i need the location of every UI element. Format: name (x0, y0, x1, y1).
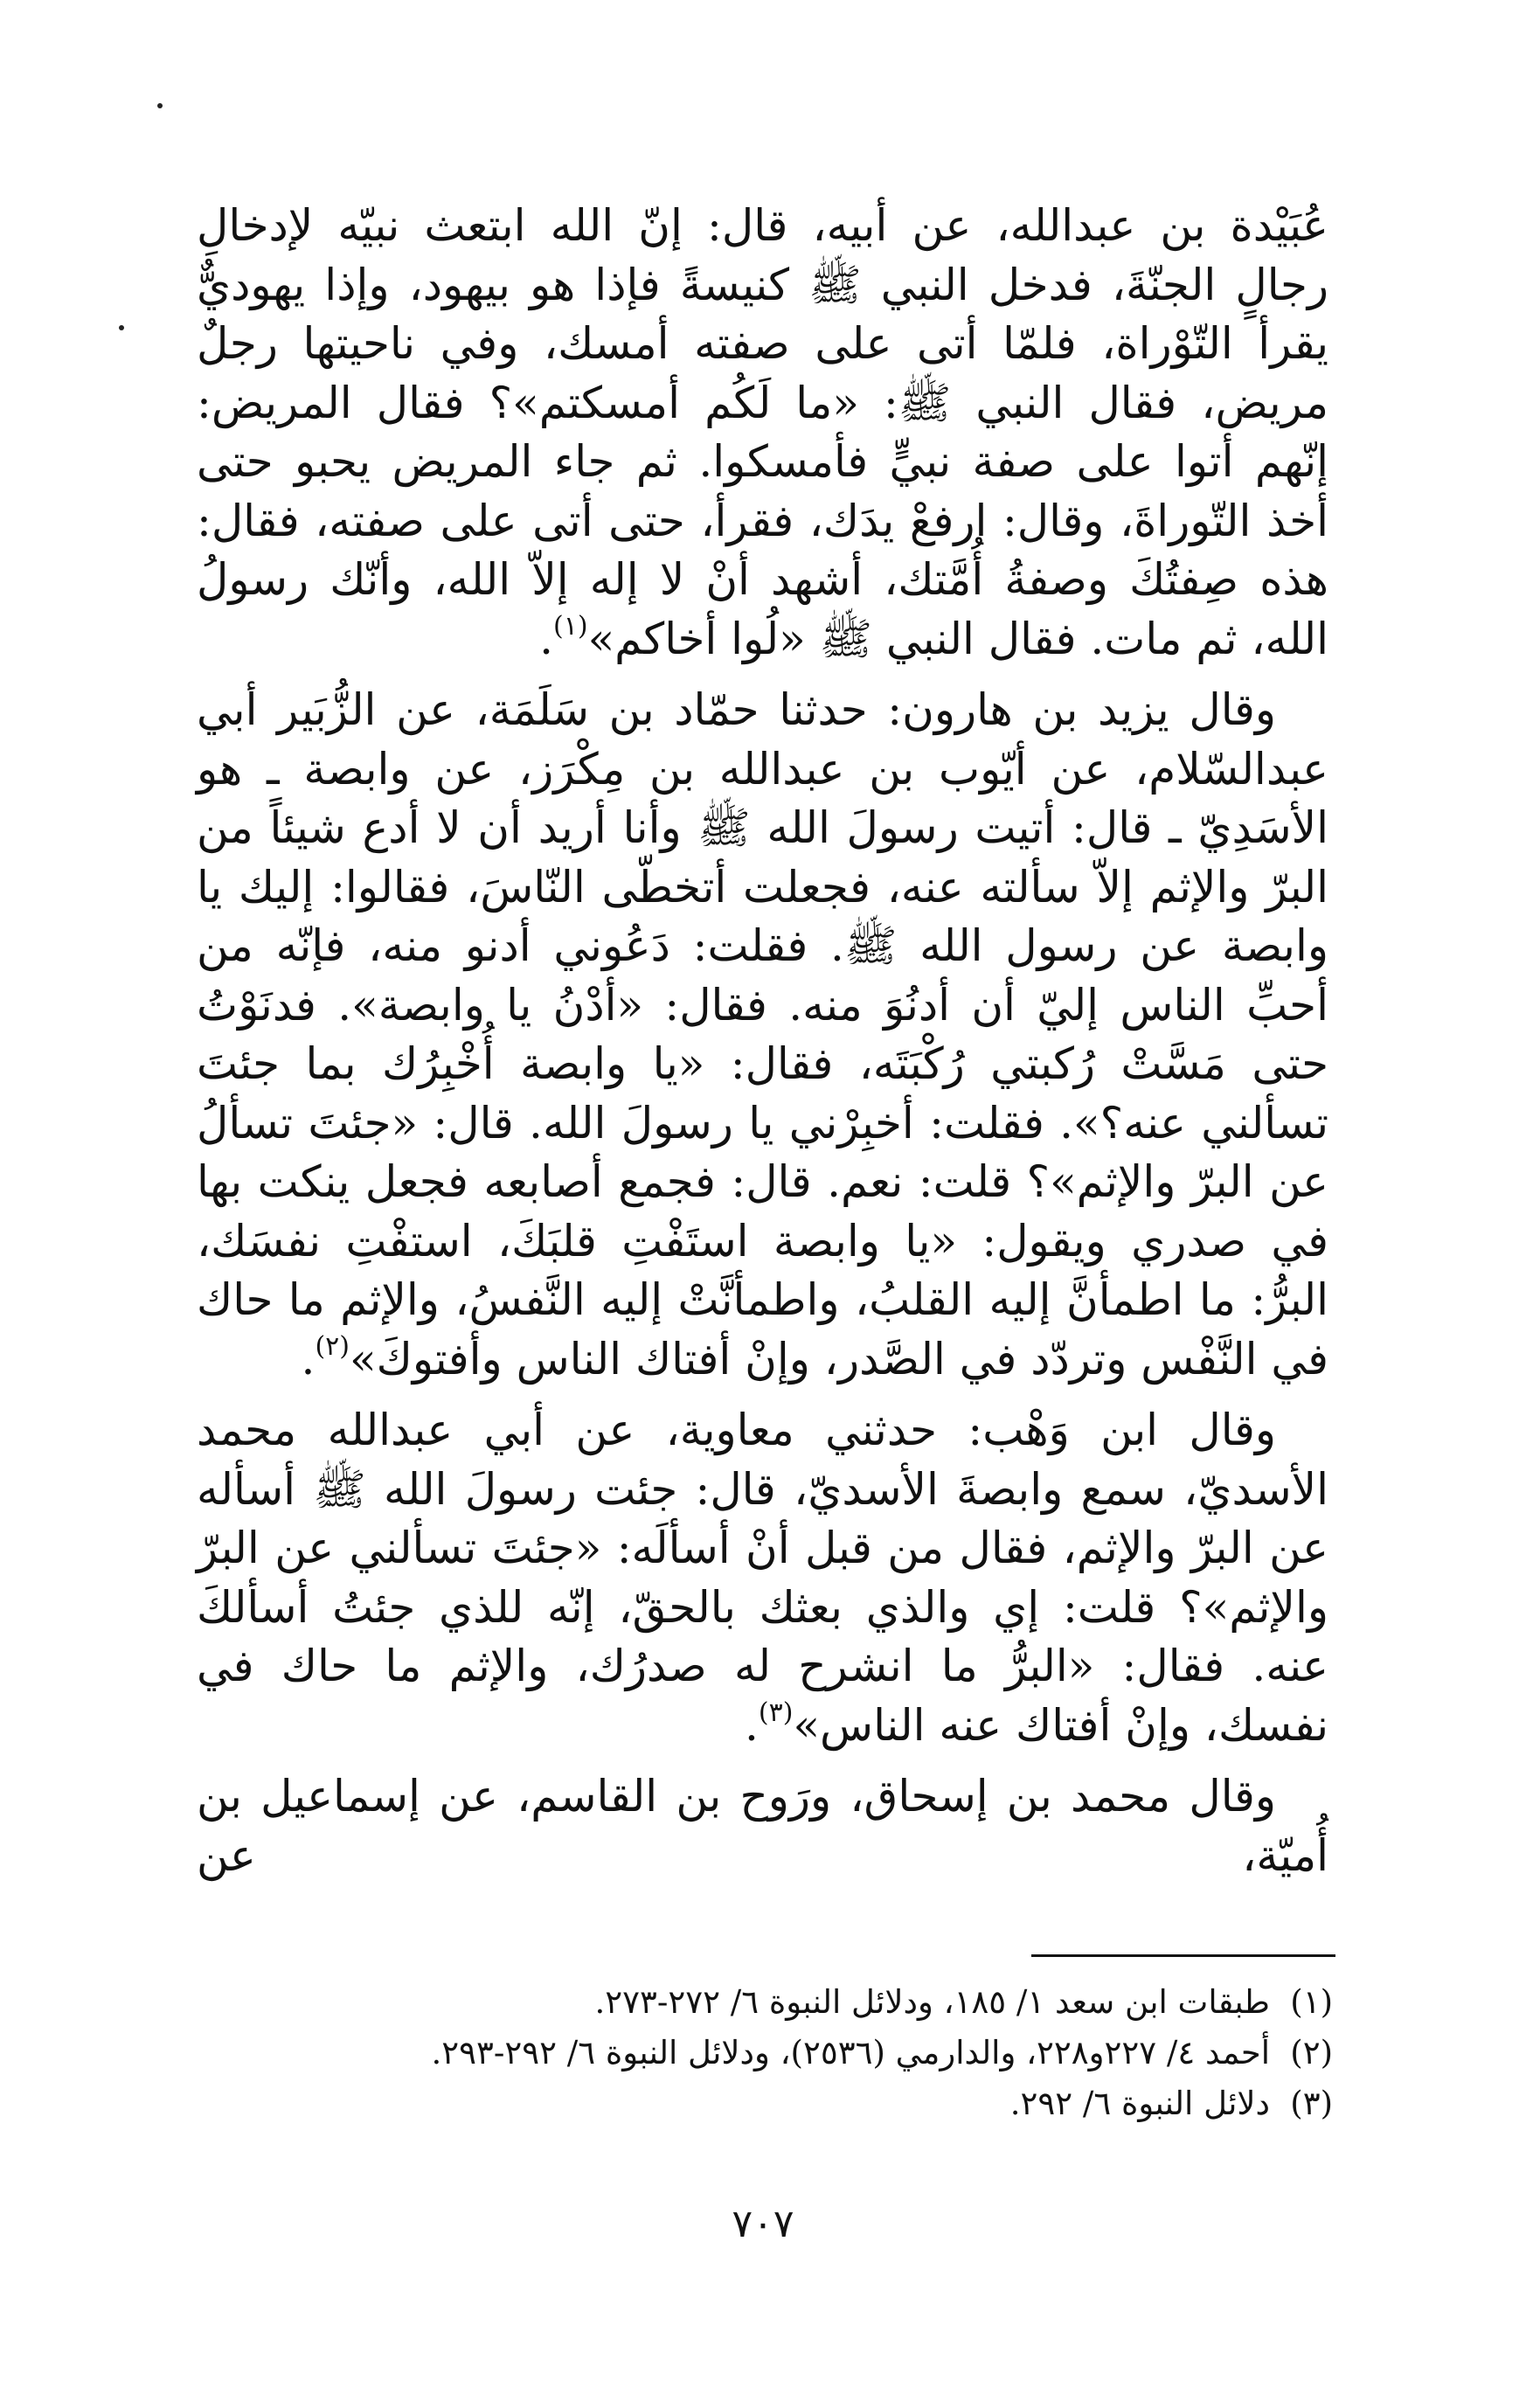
paragraph-text: وقال محمد بن إسحاق، ورَوح بن القاسم، عن إسماعيل بن أُميّة، عن (197, 1771, 1328, 1881)
footnote-separator (1031, 1954, 1335, 1957)
paragraph-text: . (539, 613, 553, 664)
footnote-number: (١) (1290, 1983, 1333, 2021)
footnote-number: (٣) (1290, 2085, 1333, 2122)
paragraph (197, 1401, 1328, 1755)
scan-speck (157, 103, 163, 108)
footnote-ref[interactable]: (٣) (758, 1697, 794, 1728)
paragraph (197, 681, 1328, 1389)
paragraph-text: وقال يزيد بن هارون: حدثنا حمّاد بن سَلَمَة، عن الزُّبَير أبي عبدالسّلام، عن أيّوب بن عبدالله بن مِكْرَز، عن وابصة ـ هو الأسَدِيّ ـ قال: أتيت رسولَ الله ﷺ وأنا أريد أن لا أدع شيئاً من البرّ والإثم إلاّ سألته عنه، فجعلت أتخطّى النّاسَ، فقالوا: إليك يا وابصة عن رسول الله ﷺ. فقلت: دَعُوني أدنو منه، فإنّه من أحبِّ الناس إليّ أن أدنُوَ منه. فقال: «أدْنُ يا وابصة». فدنَوْتُ حتى مَسَّتْ رُكبتي رُكْبَتَه، فقال: «يا وابصة أُخْبِرُك بما جئتَ تسألني عنه؟». فقلت: أخبِرْني يا رسولَ الله. قال: «جئتَ تسألُ عن البرّ والإثم»؟ قلت: نعم. قال: فجمع أصابعه فجعل ينكت بها في صدري ويقول: «يا وابصة استَفْتِ قلبَكَ، استفْتِ نفسَك، البرُّ: ما اطمأنَّ إليه القلبُ، واطمأنَّتْ إليه النَّفسُ، والإثم ما حاك في النَّفْس وتردّد في الصَّدر، وإنْ أفتاك الناس وأفتوكَ» (197, 684, 1328, 1384)
main-text (197, 197, 1328, 1885)
footnote-item (197, 1977, 1333, 2028)
page-number: ٧٠٧ (732, 2202, 794, 2246)
footnote-item (197, 2078, 1333, 2129)
footnote-text: دلائل النبوة ٦/ ٢٩٢. (1009, 2085, 1270, 2122)
paragraph (197, 197, 1328, 669)
footnote-ref[interactable]: (٢) (315, 1330, 350, 1362)
paragraph (197, 1767, 1328, 1885)
footnote-text: طبقات ابن سعد ١/ ١٨٥، ودلائل النبوة ٦/ ٢٧٢-٢٧٣. (594, 1983, 1270, 2021)
footnote-item (197, 2028, 1333, 2078)
footnote-ref[interactable]: (١) (553, 610, 588, 642)
paragraph-text: . (301, 1333, 316, 1384)
footnote-number: (٢) (1290, 2034, 1333, 2071)
paragraph-text: وقال ابن وَهْب: حدثني معاوية، عن أبي عبدالله محمد الأسديّ، سمع وابصةَ الأسديّ، قال: جئت رسولَ الله ﷺ أسأله عن البرّ والإثم، فقال من قبل أنْ أسألَه: «جئتَ تسألني عن البرّ والإثم»؟ قلت: إي والذي بعثك بالحقّ، إنّه للذي جئتُ أسألكَ عنه. فقال: «البرُّ ما انشرح له صدرُك، والإثم ما حاك في نفسك، وإنْ أفتاك عنه الناس» (197, 1405, 1328, 1751)
footnotes (197, 1977, 1333, 2129)
paragraph-text: . (744, 1699, 759, 1751)
paragraph-text: عُبَيْدة بن عبدالله، عن أبيه، قال: إنّ الله ابتعث نبيّه لإدخالِ رجالٍ الجنّةَ، فدخل النبي ﷺ كنيسةً فإذا هو بيهود، وإذا يهوديٌّ يقرأ التّوْراة، فلمّا أتى على صفته أمسك، وفي ناحيتها رجلٌ مريض، فقال النبي ﷺ: «ما لَكُم أمسكتم»؟ فقال المريض: إنّهم أتوا على صفة نبيٍّ فأمسكوا. ثم جاء المريض يحبو حتى أخذ التّوراةَ، وقال: ارفعْ يدَك، فقرأ، حتى أتى على صفته، فقال: هذه صِفتُكَ وصفةُ أُمَّتك، أشهد أنْ لا إله إلاّ الله، وأنّك رسولُ الله، ثم مات. فقال النبي ﷺ «لُوا أخاكم» (197, 200, 1328, 664)
scan-speck (119, 325, 124, 330)
footnote-text: أحمد ٤/ ٢٢٧و٢٢٨، والدارمي (٢٥٣٦)، ودلائل النبوة ٦/ ٢٩٢-٢٩٣. (431, 2034, 1270, 2071)
